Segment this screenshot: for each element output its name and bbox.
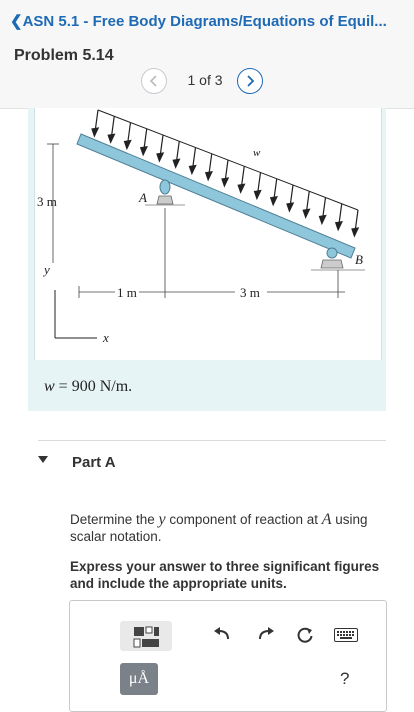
back-link[interactable] xyxy=(10,12,400,30)
xy-axes xyxy=(55,290,97,338)
back-chevron-icon: ❮ xyxy=(10,13,23,30)
load-arrow-head xyxy=(190,166,196,174)
question-y-symbol: y xyxy=(158,511,166,528)
dim-left-label: 1 m xyxy=(117,285,137,300)
load-arrow-head xyxy=(173,159,179,167)
pager xyxy=(141,68,271,96)
problem-title: Problem 5.14 xyxy=(14,47,114,64)
undo-button[interactable] xyxy=(212,626,232,647)
load-arrow-head xyxy=(320,216,326,224)
beam xyxy=(77,134,355,258)
load-arrow-head xyxy=(141,147,147,155)
load-arrow-head xyxy=(255,191,261,199)
figure-area xyxy=(34,108,382,360)
load-arrow-head xyxy=(222,178,228,186)
y-axis-label: y xyxy=(44,262,50,277)
beam-diagram xyxy=(35,108,381,360)
prev-page-button[interactable] xyxy=(141,68,167,94)
dim-right-label: 3 m xyxy=(240,285,260,300)
load-arrow-head xyxy=(108,134,114,142)
instruction-text: Express your answer to three significant figures and include the appropriate units. xyxy=(70,559,380,591)
load-arrow-head xyxy=(92,128,98,136)
question-mid: component of reaction at xyxy=(165,512,322,527)
reset-icon xyxy=(296,626,314,644)
load-label: w xyxy=(253,147,261,159)
load-arrow-head xyxy=(303,209,309,217)
keyboard-icon xyxy=(334,628,358,642)
load-arrow-head xyxy=(287,203,293,211)
question-a-symbol: A xyxy=(321,511,332,528)
section-divider xyxy=(38,440,386,441)
part-label: Part A xyxy=(72,454,116,471)
load-arrow-head xyxy=(352,228,358,236)
question-pre: Determine the xyxy=(70,512,159,527)
collapse-caret-icon xyxy=(38,456,48,463)
question-text xyxy=(70,511,388,545)
point-b-label: B xyxy=(355,252,363,267)
x-axis-label: x xyxy=(103,330,109,345)
templates-button[interactable] xyxy=(120,621,172,651)
dim-height-label: 3 m xyxy=(37,194,57,209)
next-page-button[interactable] xyxy=(237,68,263,94)
given-value xyxy=(44,378,132,396)
given-symbol: w xyxy=(44,378,55,395)
redo-icon xyxy=(256,626,276,642)
help-button[interactable]: ? xyxy=(340,669,350,688)
page-counter: 1 of 3 xyxy=(187,72,223,88)
answer-panel xyxy=(69,600,387,712)
distributed-load-arrows xyxy=(92,110,358,236)
top-bar xyxy=(0,0,414,109)
keyboard-button[interactable] xyxy=(334,628,358,647)
point-a-label: A xyxy=(139,190,147,205)
load-arrow-head xyxy=(125,141,131,149)
templates-icon xyxy=(120,621,172,651)
prev-chevron-icon xyxy=(149,75,159,87)
given-text: = 900 N/m. xyxy=(54,378,133,395)
load-arrow-head xyxy=(271,197,277,205)
next-chevron-icon xyxy=(245,75,255,87)
load-arrow-head xyxy=(238,184,244,192)
reset-button[interactable] xyxy=(296,626,314,649)
load-arrow-head xyxy=(336,222,342,230)
part-a-toggle[interactable] xyxy=(38,452,378,478)
redo-button[interactable] xyxy=(256,626,276,647)
load-arrow-head xyxy=(206,172,212,180)
back-link-label: ASN 5.1 - Free Body Diagrams/Equations of Equil... xyxy=(22,13,387,30)
question-post: using scalar notation. xyxy=(70,512,368,544)
undo-icon xyxy=(212,626,232,642)
load-arrow-head xyxy=(157,153,163,161)
units-button[interactable]: μÅ xyxy=(120,663,158,695)
